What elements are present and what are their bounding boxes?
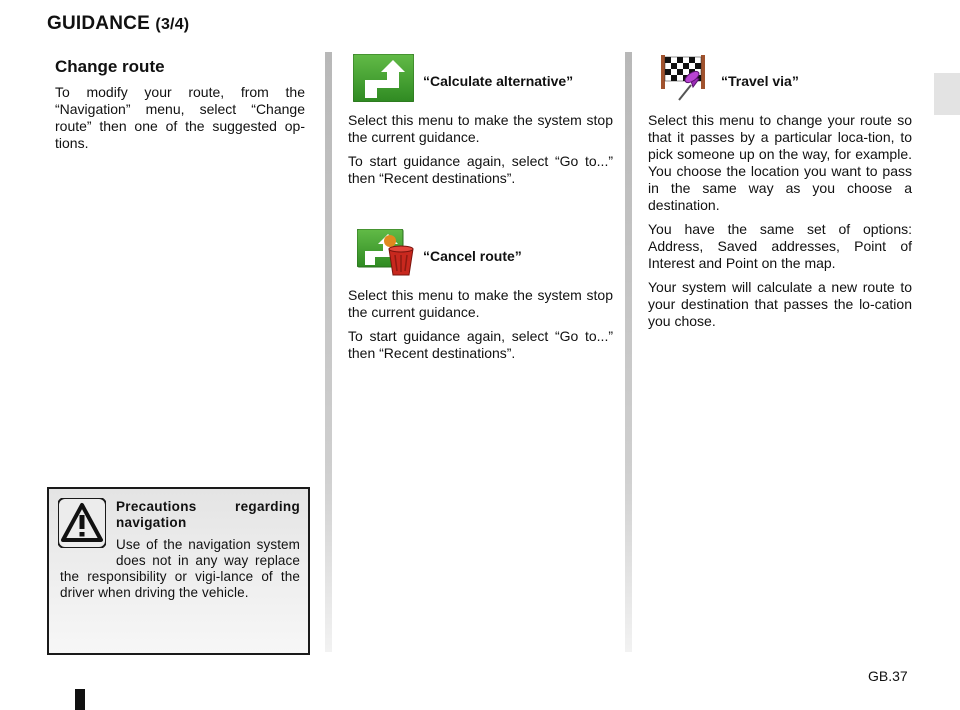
warning-body: Use of the navigation system does not in any way replace the responsibility or vigi-lance of the driver when driving the vehicle. (60, 537, 300, 600)
cancel-route-paragraph: To start guidance again, select “Go to...” then “Recent destinations”. (348, 328, 613, 361)
cancel-route-title: “Cancel route” (423, 248, 522, 264)
change-route-body: To modify your route, from the “Navigation” menu, select “Change route” then one of the suggested op-tions. (55, 84, 305, 151)
column-divider (325, 52, 332, 652)
change-route-heading: Change route (55, 57, 165, 76)
calculate-alternative-title: “Calculate alternative” (423, 73, 574, 89)
crop-mark (75, 689, 85, 710)
change-route-section (55, 58, 305, 152)
travel-via-paragraph: Your system will calculate a new route to your destination that passes the lo-cation you chose. (648, 279, 912, 329)
travel-via-icon (659, 53, 711, 103)
warning-box (47, 487, 310, 655)
page-title-part: (3/4) (155, 16, 190, 33)
calculate-alternative-icon (353, 54, 414, 102)
calculate-alternative-section (348, 112, 613, 187)
page-title-text: GUIDANCE (47, 13, 150, 34)
cancel-route-icon (357, 229, 415, 276)
section-tab-marker (934, 73, 960, 115)
calculate-alternative-paragraph: Select this menu to make the system stop the current guidance. (348, 112, 613, 145)
cancel-route-section (348, 287, 613, 362)
travel-via-title: “Travel via” (721, 73, 799, 89)
cancel-route-paragraph: Select this menu to make the system stop the current guidance. (348, 287, 613, 320)
travel-via-section (648, 112, 912, 330)
page-title (47, 13, 189, 35)
travel-via-paragraph: You have the same set of options: Address, Saved addresses, Point of Interest and Point on the map. (648, 221, 912, 271)
page-number: GB.37 (868, 668, 908, 684)
calculate-alternative-paragraph: To start guidance again, select “Go to...” then “Recent destinations”. (348, 153, 613, 186)
travel-via-paragraph: Select this menu to change your route so that it passes by a particular loca-tion, to pick someone up on the way, for example. You choose the location you want to pass in the same way as you choose a destination. (648, 112, 912, 213)
column-divider (625, 52, 632, 652)
warning-heading: Precautions regarding navigation (116, 499, 300, 530)
